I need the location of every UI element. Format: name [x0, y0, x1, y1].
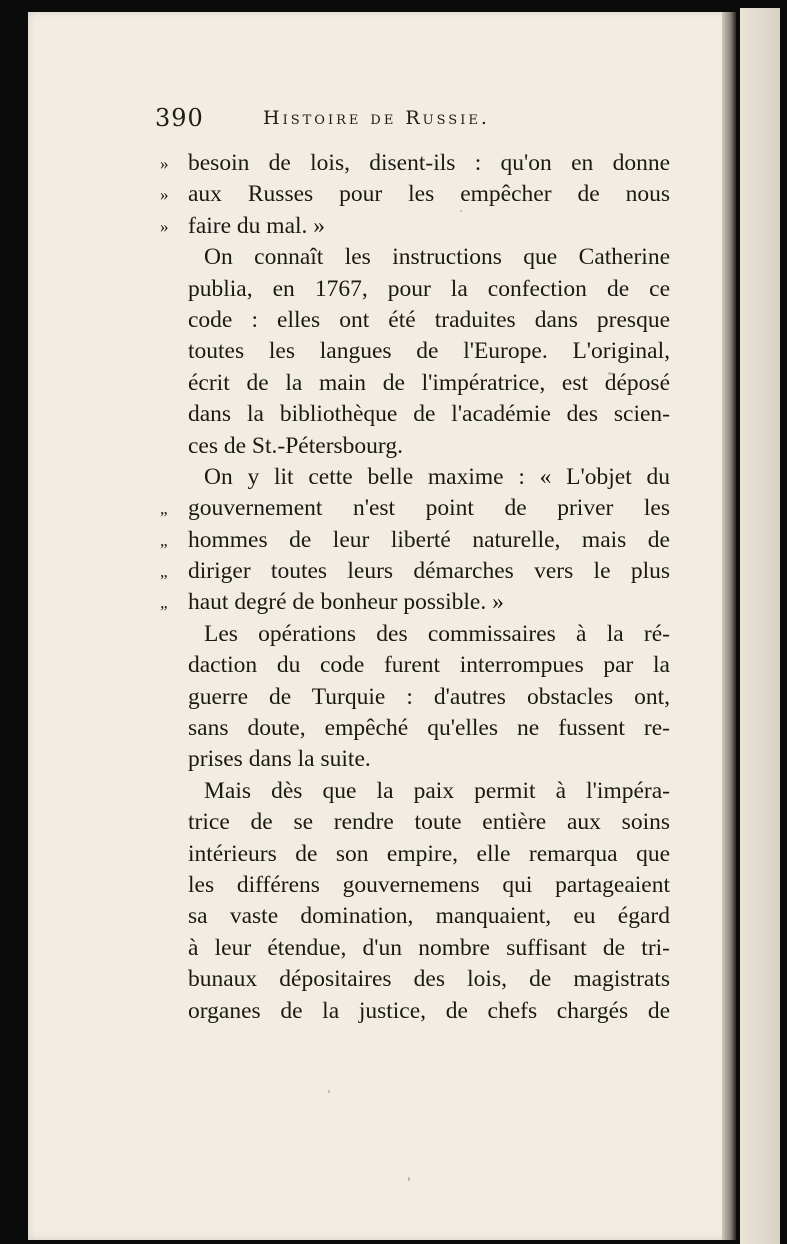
quote-mark — [160, 964, 188, 995]
line-text: daction du code furent interrompues par la — [188, 652, 670, 679]
line-text: dans la bibliothèque de l'académie des scien- — [188, 401, 670, 428]
quote-mark — [160, 274, 188, 305]
line-text: On connaît les instructions que Catherine — [204, 244, 670, 271]
line-text: Mais dès que la paix permit à l'impéra- — [204, 777, 670, 804]
text-line — [160, 619, 670, 650]
line-text: hommes de leur liberté naturelle, mais de — [188, 526, 670, 553]
line-text: sans doute, empêché qu'elles ne fussent re- — [188, 715, 670, 742]
text-line — [160, 556, 670, 587]
scan-border — [780, 0, 787, 1244]
text-line — [160, 211, 670, 242]
quote-mark: „ — [160, 593, 168, 613]
line-text: prises dans la suite. — [188, 746, 371, 773]
line-text: publia, en 1767, pour la confection de ce — [188, 275, 670, 302]
text-line — [160, 305, 670, 336]
line-text: gouvernement n'est point de priver les — [188, 495, 670, 522]
text-line — [160, 901, 670, 932]
line-text: sa vaste domination, manquaient, eu égard — [188, 903, 670, 930]
quote-mark — [160, 431, 188, 462]
text-line — [160, 744, 670, 775]
text-line — [160, 776, 670, 807]
line-text: les différens gouvernemens qui partageaient — [188, 871, 670, 898]
text-line — [160, 148, 670, 179]
line-text: aux Russes pour les empêcher de nous — [188, 181, 670, 208]
line-text: code : elles ont été traduites dans presque — [188, 306, 670, 333]
quote-mark: » — [160, 185, 169, 205]
line-text: toutes les langues de l'Europe. L'original, — [188, 338, 670, 365]
text-line — [160, 493, 670, 524]
quote-mark — [160, 399, 188, 430]
text-line — [160, 996, 670, 1027]
quote-mark — [160, 682, 188, 713]
text-line — [160, 587, 670, 618]
text-line — [160, 870, 670, 901]
text-line — [160, 713, 670, 744]
quote-mark — [160, 807, 188, 838]
text-line — [160, 807, 670, 838]
line-text: écrit de la main de l'impératrice, est déposé — [188, 369, 670, 396]
text-line — [160, 650, 670, 681]
quote-mark — [160, 933, 188, 964]
line-text: ces de St.-Pétersbourg. — [188, 432, 403, 459]
quote-mark — [160, 839, 188, 870]
line-text: bunaux dépositaires des lois, de magistrats — [188, 966, 670, 993]
text-line — [160, 336, 670, 367]
text-line — [160, 399, 670, 430]
line-text: trice de se rendre toute entière aux soins — [188, 809, 670, 836]
line-text: organes de la justice, de chefs chargés de — [188, 997, 670, 1024]
running-head: Histoire de Russie. — [263, 107, 490, 129]
quote-mark: » — [160, 216, 169, 236]
text-line — [160, 933, 670, 964]
quote-mark: „ — [160, 499, 168, 519]
line-text: On y lit cette belle maxime : « L'objet du — [204, 463, 670, 490]
text-line — [160, 964, 670, 995]
text-line — [160, 242, 670, 273]
quote-mark — [160, 870, 188, 901]
line-text: haut degré de bonheur possible. » — [188, 589, 504, 616]
quote-mark: „ — [160, 562, 168, 582]
text-line — [160, 525, 670, 556]
line-text: Les opérations des commissaires à la ré- — [204, 620, 670, 647]
line-text: besoin de lois, disent-ils : qu'on en donne — [188, 150, 670, 176]
line-text: à leur étendue, d'un nombre suffisant de tri- — [188, 934, 670, 961]
text-line — [160, 431, 670, 462]
quote-mark — [160, 650, 188, 681]
page-number: 390 — [155, 104, 204, 132]
quote-mark — [160, 744, 188, 775]
quote-mark: » — [160, 154, 169, 173]
facing-page-edge — [740, 8, 780, 1244]
quote-mark — [160, 336, 188, 367]
paper-speck — [328, 1090, 330, 1093]
quote-mark — [160, 305, 188, 336]
body-text — [160, 148, 670, 1027]
quote-mark: „ — [160, 530, 168, 550]
text-line — [160, 179, 670, 210]
line-text: intérieurs de son empire, elle remarqua que — [188, 840, 670, 867]
quote-mark — [160, 713, 188, 744]
book-gutter — [722, 12, 736, 1240]
page-header — [155, 104, 675, 136]
text-line — [160, 682, 670, 713]
text-line — [160, 368, 670, 399]
text-line — [160, 462, 670, 493]
quote-mark — [160, 996, 188, 1027]
line-text: diriger toutes leurs démarches vers le plus — [188, 558, 670, 585]
quote-mark — [160, 901, 188, 932]
quote-mark — [160, 368, 188, 399]
line-text: faire du mal. » — [188, 212, 326, 239]
line-text: guerre de Turquie : d'autres obstacles ont, — [188, 683, 670, 710]
paper-speck — [408, 1177, 410, 1181]
text-line — [160, 274, 670, 305]
text-line — [160, 839, 670, 870]
